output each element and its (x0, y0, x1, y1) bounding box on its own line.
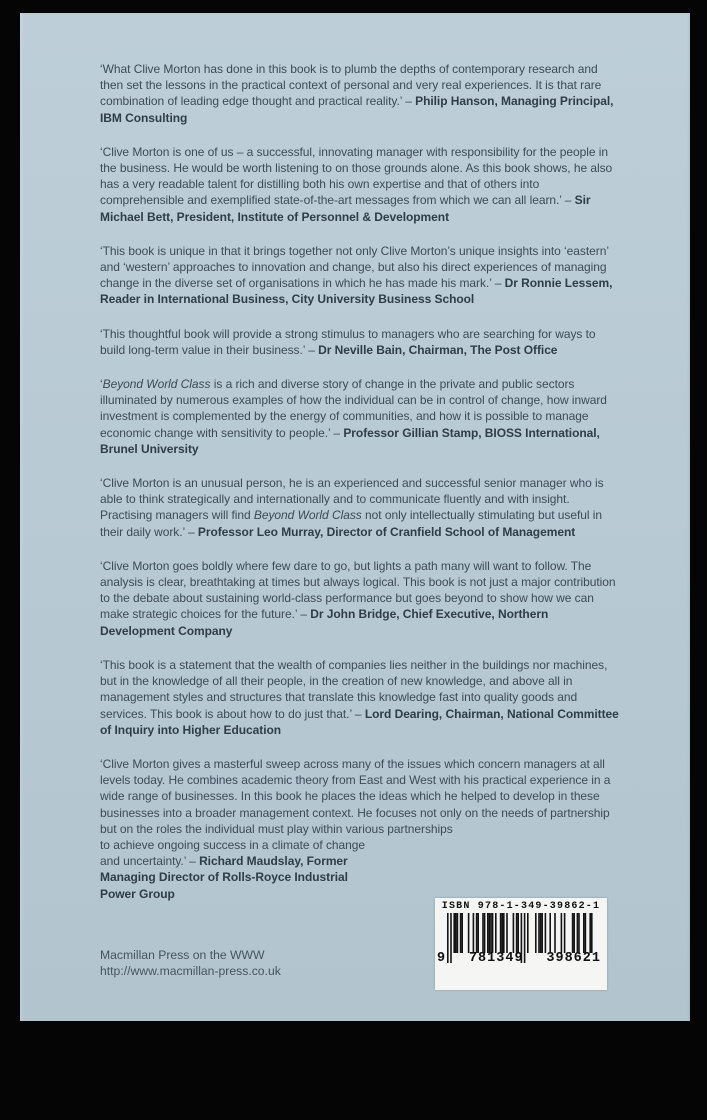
quote-paragraph (100, 376, 622, 457)
quote-attribution: Philip Hanson, Managing Principal, IBM Consulting (100, 94, 614, 125)
quote-text: to achieve ongoing success in a climate of change and uncertainty.’ – (100, 837, 366, 869)
quote-attribution: Dr John Bridge, Chief Executive, Northern Development Company (100, 607, 549, 638)
publisher-info (100, 947, 281, 979)
publisher-line: Macmillan Press on the WWW (100, 948, 265, 962)
quote-text: ‘Clive Morton gives a masterful sweep across many of the issues which concern managers at all levels today. He combines academic theory from East and West with his practical experience in a wide range of businesses. In this book he places the ideas which he helped to develop in these businesses into a broader management context. He focuses not only on the needs of partnership but on the roles the individual must play within various partnerships (100, 756, 611, 836)
quote-attribution: Professor Gillian Stamp, BIOSS International, Brunel University (100, 425, 600, 456)
publisher-url: http://www.macmillan-press.co.uk (100, 964, 281, 978)
quote-attribution: Dr Neville Bain, Chairman, The Post Office (318, 342, 558, 357)
barcode-digit-group: 9 (437, 951, 447, 966)
quote-paragraph (100, 558, 622, 639)
quote-text: ‘This thoughtful book will provide a strong stimulus to managers who are searching for ways to build long-term value in their business.’ – (100, 326, 596, 357)
book-title-italic: Beyond World Class (102, 377, 211, 392)
quote-text: ‘Clive Morton is an unusual person, he is an experienced and successful senior manager who is able to think strategically and internationally and to communicate fluently and with insight. Practising managers will find (100, 476, 604, 523)
quote-paragraph (100, 61, 622, 126)
quote-text: ‘Clive Morton goes boldly where few dare to go, but lights a path many will want to follow. The analysis is clear, breathtaking at times but always logical. This book is not just a major contribution to the debate about sustaining world-class performance but goes beyond to show how we can make strategic choices for the future.’ – (100, 558, 616, 622)
quote-paragraph (100, 243, 622, 308)
quote-text: is a rich and diverse story of change in the private and public sectors illuminated by numerous examples of how the individual can be in control of change, how inward investment is complemented by the energy of communities, and how it is possible to manage economic change with sensitivity to people.’ – (100, 377, 607, 440)
quote-narrow-wrap (100, 837, 385, 902)
quote-paragraph (100, 475, 622, 540)
quote-paragraph (100, 326, 622, 358)
book-title-italic: Beyond World Class (253, 508, 362, 523)
quote-paragraph (100, 657, 622, 738)
quote-paragraph (100, 756, 622, 902)
quote-paragraph (100, 144, 622, 225)
quote-text: ‘What Clive Morton has done in this book is to plumb the depths of contemporary research and then set the lessons in the practical context of personal and very real experiences. It is that rare combination of leading edge thought and practical reality.’ – (100, 62, 602, 109)
quote-attribution: Professor Leo Murray, Director of Cranfield School of Management (197, 524, 576, 539)
quote-attribution: Dr Ronnie Lessem, Reader in International Business, City University Business School (100, 276, 613, 307)
quote-text: not only intellectually stimulating but useful in their daily work.’ – (100, 508, 603, 539)
isbn-barcode-block (435, 898, 607, 990)
barcode-digit-group: 781349 (468, 951, 524, 966)
quote-text: ‘ (100, 377, 103, 392)
quote-attribution: Richard Maudslay, Former Managing Director of Rolls-Royce Industrial Power Group (100, 854, 348, 901)
book-back-cover (20, 13, 690, 1021)
isbn-label: ISBN 978-1-349-39862-1 (441, 901, 601, 912)
quote-attribution: Lord Dearing, Chairman, National Committee of Inquiry into Higher Education (100, 706, 619, 737)
quotes-column (100, 61, 622, 920)
quote-text: ‘This book is unique in that it brings together not only Clive Morton’s unique insights into ‘eastern’ and ‘western’ approaches to innovation and change, but also his direct experiences of managing change in the diverse set of organisations in which he has made his mark.’ – (100, 243, 609, 291)
barcode-digit-group: 398621 (546, 951, 601, 966)
quote-text: ‘This book is a statement that the wealth of companies lies neither in the buildings nor machines, but in the knowledge of all their people, in the creation of new knowledge, and above all in management styles and structures that translate this knowledge fast into quality goods and services. This book is about how to do just that.’ – (100, 657, 608, 721)
quote-attribution: Sir Michael Bett, President, Institute of Personnel & Development (100, 193, 591, 224)
quote-text: ‘Clive Morton is one of us – a successful, innovating manager with responsibility for the people in the business. He would be worth listening to on those grounds alone. As this book shows, he also has a very readable talent for distilling both his own expertise and that of others into comprehensible and exemplified state-of-the-art messages from which we can all learn.’ – (100, 144, 613, 208)
